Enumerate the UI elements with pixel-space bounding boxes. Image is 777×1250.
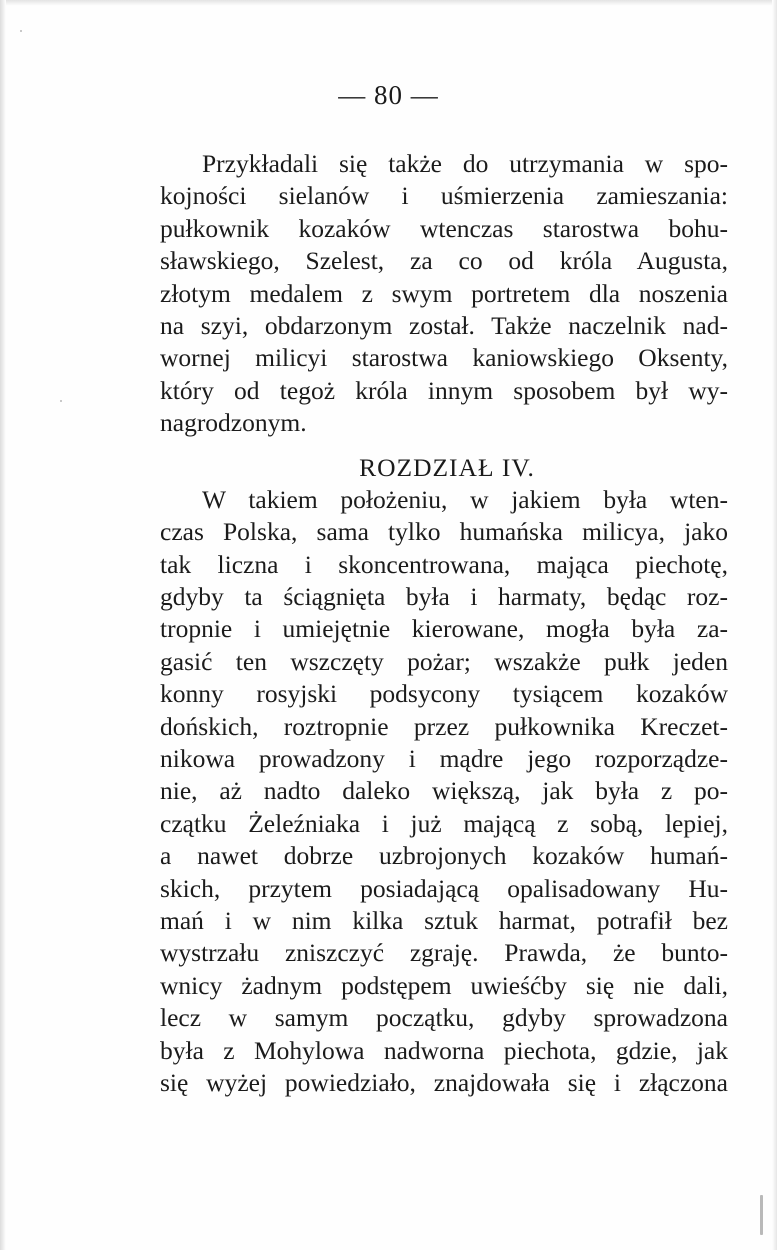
text-line: wornej milicyi starostwa kaniowskiego Oksenty, bbox=[160, 343, 728, 373]
text-line: dońskich, roztropnie przez pułkownika Kreczet- bbox=[160, 711, 728, 741]
text-line: W takiem położeniu, w jakiem była wten- bbox=[202, 484, 728, 514]
scan-speck bbox=[60, 400, 62, 402]
scan-speck bbox=[20, 30, 22, 32]
text-line: nagrodzonym. bbox=[160, 408, 307, 438]
text-line: była z Mohylowa nadworna piechota, gdzie, jak bbox=[160, 1035, 728, 1065]
text-line: lecz w samym początku, gdyby sprowadzona bbox=[160, 1003, 728, 1033]
text-line: się wyżej powiedziało, znajdowała się i złączona bbox=[160, 1067, 728, 1097]
text-line: tropnie i umiejętnie kierowane, mogła była za- bbox=[160, 614, 728, 644]
text-line: Przykładali się także do utrzymania w spo- bbox=[202, 149, 728, 178]
text-line: czątku Żeleźniaka i już mającą z sobą, lepiej, bbox=[160, 808, 728, 838]
page-right-edge bbox=[772, 0, 777, 1250]
paragraph-1 bbox=[160, 148, 728, 440]
text-line: złotym medalem z swym portretem dla noszenia bbox=[160, 278, 728, 308]
text-line: który od tegoż króla innym sposobem był wy- bbox=[160, 375, 728, 405]
scan-speck bbox=[760, 1195, 763, 1235]
page-number: — 80 — bbox=[338, 80, 439, 110]
text-line: nikowa prowadzony i mądre jego rozporządze- bbox=[160, 744, 728, 774]
text-line: kojności sielanów i uśmierzenia zamieszania: bbox=[160, 181, 728, 211]
chapter-heading: ROZDZIAŁ IV. bbox=[359, 452, 535, 482]
text-line: tak liczna i skoncentrowana, mająca piechotę, bbox=[160, 549, 728, 579]
text-line: gasić ten wszczęty pożar; wszakże pułk jeden bbox=[160, 646, 728, 676]
text-line: na szyi, obdarzonym został. Także naczelnik nad- bbox=[160, 310, 728, 340]
text-line: sławskiego, Szelest, za co od króla Augusta, bbox=[160, 246, 728, 276]
text-line: skich, przytem posiadającą opalisadowany Hu- bbox=[160, 873, 728, 903]
text-line: nie, aż nadto daleko większą, jak była z po- bbox=[160, 776, 728, 806]
text-line: wnicy żadnym podstępem uwieśćby się nie dali, bbox=[160, 970, 728, 1000]
text-line: a nawet dobrze uzbrojonych kozaków humań- bbox=[160, 841, 728, 871]
page-body bbox=[160, 148, 728, 1099]
paragraph-2 bbox=[160, 484, 728, 1099]
text-line: wystrzału zniszczyć zgraję. Prawda, że bunto- bbox=[160, 938, 728, 968]
page-top-edge bbox=[0, 0, 777, 6]
text-line: gdyby ta ściągnięta była i harmaty, będąc roz- bbox=[160, 582, 728, 612]
text-line: czas Polska, sama tylko humańska milicya, jako bbox=[160, 517, 728, 547]
page-left-edge bbox=[0, 0, 6, 1250]
text-line: pułkownik kozaków wtenczas starostwa bohu- bbox=[160, 213, 728, 243]
text-line: mań i w nim kilka sztuk harmat, potrafił bez bbox=[160, 905, 728, 935]
text-line: konny rosyjski podsycony tysiącem kozaków bbox=[160, 679, 728, 709]
